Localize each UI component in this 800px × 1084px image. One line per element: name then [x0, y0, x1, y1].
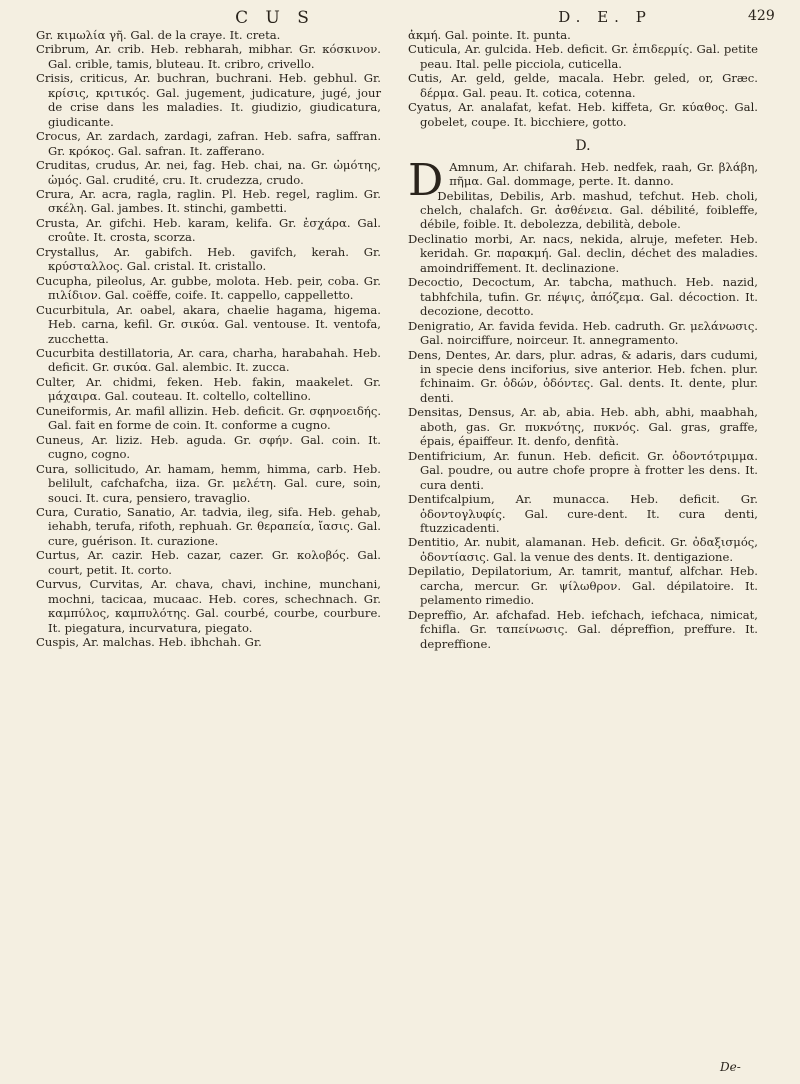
- dictionary-entry: Cuneiformis, Ar. mafil allizin. Heb. deficit. Gr. σφηνοειδής. Gal. fait en forme de coin. It. conforme a cugno.: [36, 403, 381, 433]
- right-column-top-entries: [408, 28, 758, 129]
- left-column: [36, 28, 381, 649]
- running-header-left: C U S: [235, 8, 315, 28]
- dictionary-entry: Densitas, Densus, Ar. ab, abia. Heb. abh, abhi, maabhah, aboth, gas. Gr. πυκνότης, πυκνός. Gal. gras, graffe, épais, épaiffeur. It. denfo, denfità.: [408, 405, 758, 449]
- dictionary-entry: Cucurbitula, Ar. oabel, akara, chaelie hagama, higema. Heb. carna, kefil. Gr. σικύα. Gal. ventouse. It. ventofa, zucchetta.: [36, 302, 381, 346]
- dictionary-entry: Gr. κιμωλία γῆ. Gal. de la craye. It. creta.: [36, 28, 281, 42]
- dictionary-entry: Cribrum, Ar. crib. Heb. rebharah, mibhar. Gr. κόσκινον. Gal. crible, tamis, bluteau. It. cribro, crivello.: [36, 42, 381, 71]
- page-number: 429: [748, 8, 775, 24]
- dictionary-entry: Cutis, Ar. geld, gelde, macala. Hebr. geled, or, Græc. δέρμα. Gal. peau. It. cotica, cotenna.: [408, 71, 758, 100]
- dictionary-entry: Cruditas, crudus, Ar. nei, fag. Heb. chai, na. Gr. ὠμότης, ὠμός. Gal. crudité, cru. It. crudezza, crudo.: [36, 158, 381, 187]
- dictionary-entry: Crusta, Ar. gifchi. Heb. karam, kelifa. Gr. ἐσχάρα. Gal. croûte. It. crosta, scorza.: [36, 215, 381, 245]
- dictionary-entry: Dentifcalpium, Ar. munacca. Heb. deficit. Gr. ὀδοντογλυφίς. Gal. cure-dent. It. cura denti, ftuzzicadenti.: [408, 492, 758, 535]
- dictionary-entry: Depilatio, Depilatorium, Ar. tamrit, mantuf, alfchar. Heb. carcha, mercur. Gr. ψίλωθρον. Gal. dépilatoire. It. pelamento rimedio.: [408, 564, 758, 608]
- dictionary-entry: Crisis, criticus, Ar. buchran, buchrani. Heb. gebhul. Gr. κρίσις, κριτικός. Gal. jugement, judicature, jugé, jour de crise dans les maladies. It. giudizio, giudicatura, giudicante.: [36, 71, 381, 129]
- dictionary-entry: Cucupha, pileolus, Ar. gubbe, molota. Heb. peir, coba. Gr. πιλίδιον. Gal. coëffe, coife. It. cappello, cappelletto.: [36, 273, 381, 303]
- running-header-right: D. E. P: [558, 8, 652, 26]
- dictionary-entry: Cuneus, Ar. liziz. Heb. aguda. Gr. σφήν. Gal. coin. It. cugno, cogno.: [36, 432, 381, 462]
- right-column: [408, 28, 758, 651]
- dictionary-entry: Cura, Curatio, Sanatio, Ar. tadvia, ileg, sifa. Heb. gehab, iehabh, terufa, rifoth, rephuah. Gr. θεραπεία, ἴασις. Gal. cure, guérison. It. curazione.: [36, 504, 381, 548]
- dictionary-entry: Decoctio, Decoctum, Ar. tabcha, mathuch. Heb. nazid, tabhfchila, tufin. Gr. πέψις, ἀπόζεμα. Gal. décoction. It. decozione, decotto.: [408, 275, 758, 319]
- dictionary-entry: Crura, Ar. acra, ragla, raglin. Pl. Heb. regel, raglim. Gr. σκέλη. Gal. jambes. It. stinchi, gambetti.: [36, 186, 381, 216]
- dictionary-entry: Crystallus, Ar. gabifch. Heb. gavifch, kerah. Gr. κρύσταλλος. Gal. cristal. It. cristallo.: [36, 244, 381, 274]
- dictionary-entry: Culter, Ar. chidmi, feken. Heb. fakin, maakelet. Gr. μάχαιρα. Gal. couteau. It. coltello, coltellino.: [36, 374, 381, 404]
- dictionary-entry: Cuspis, Ar. malchas. Heb. ibhchah. Gr.: [36, 635, 262, 650]
- dictionary-entry: Crocus, Ar. zardach, zardagi, zafran. Heb. safra, saffran. Gr. κρόκος. Gal. safran. It. zafferano.: [36, 129, 381, 158]
- dictionary-entry: Cuticula, Ar. gulcida. Heb. deficit. Gr. ἐπιδερμίς. Gal. petite peau. Ital. pelle picciola, cuticella.: [408, 42, 758, 71]
- dictionary-entry: Dentitio, Ar. nubit, alamanan. Heb. deficit. Gr. ὀδαξισμός, ὀδοντίασις. Gal. la venue des dents. It. dentigazione.: [408, 535, 758, 564]
- dictionary-entry: Debilitas, Debilis, Arb. mashud, tefchut. Heb. choli, chelch, chalafch. Gr. ἀσθένεια. Gal. débilité, foibleffe, débile, foible. It. debolezza, debilità, debole.: [420, 188, 758, 232]
- section-letter: D.: [575, 138, 591, 155]
- dictionary-entry: Curtus, Ar. cazir. Heb. cazar, cazer. Gr. κολοβός. Gal. court, petit. It. corto.: [36, 548, 381, 577]
- dictionary-entry: Denigratio, Ar. favida fevida. Heb. cadruth. Gr. μελάνωσις. Gal. noirciffure, noirceur. It. annegramento.: [408, 318, 758, 348]
- dictionary-entry: Cyatus, Ar. analafat, kefat. Heb. kiffeta, Gr. κύαθος. Gal. gobelet, coupe. It. bicchiere, gotto.: [408, 100, 758, 129]
- dictionary-entry: Cucurbita destillatoria, Ar. cara, charha, harabahah. Heb. deficit. Gr. σικύα. Gal. alembic. It. zucca.: [36, 345, 381, 375]
- catchword: De-: [720, 1060, 741, 1074]
- dictionary-entry: Curvus, Curvitas, Ar. chava, chavi, inchine, munchani, mochni, tacicaa, mucaac. Heb. cores, schechnach. Gr. καμπύλος, καμπυλότης. Gal. courbé, courbe, courbure. It. piegatura, incurvatura, piegato.: [36, 577, 381, 635]
- dictionary-entry: ἀκμή. Gal. pointe. It. punta.: [408, 28, 571, 42]
- dictionary-entry: Dens, Dentes, Ar. dars, plur. adras, & adaris, dars cudumi, in specie dens inciforius, sive anterior. Heb. fchen. plur. fchinaim. Gr. ὀδών, ὀδόντες. Gal. dents. It. dente, plur. denti.: [408, 347, 758, 405]
- dictionary-entry: Declinatio morbi, Ar. nacs, nekida, alruje, mefeter. Heb. keridah. Gr. παρακμή. Gal. declin, déchet des maladies. amoindriffement. It. declinazione.: [408, 231, 758, 275]
- drop-cap-block: [408, 154, 758, 651]
- drop-cap: D: [408, 154, 444, 206]
- dictionary-entry: Cura, sollicitudo, Ar. hamam, hemm, himma, carb. Heb. belilult, cafchafcha, iiza. Gr. μελέτη. Gal. cure, soin, souci. It. cura, pensiero, travaglio.: [36, 461, 381, 505]
- dictionary-entry: Depreffio, Ar. afchafad. Heb. iefchach, iefchaca, nimicat, fchifla. Gr. ταπείνωσις. Gal. dépreffion, preffure. It. depreffione.: [408, 607, 758, 651]
- dictionary-entry: Dentifricium, Ar. funun. Heb. deficit. Gr. ὀδοντότριμμα. Gal. poudre, ou autre chofe propre à frotter les dens. It. cura denti.: [408, 448, 758, 492]
- dictionary-entry: Amnum, Ar. chifarah. Heb. nedfek, raah, Gr. βλάβη, πῆμα. Gal. dommage, perte. It. danno.: [449, 159, 758, 189]
- right-column-bottom-entries: [408, 154, 758, 651]
